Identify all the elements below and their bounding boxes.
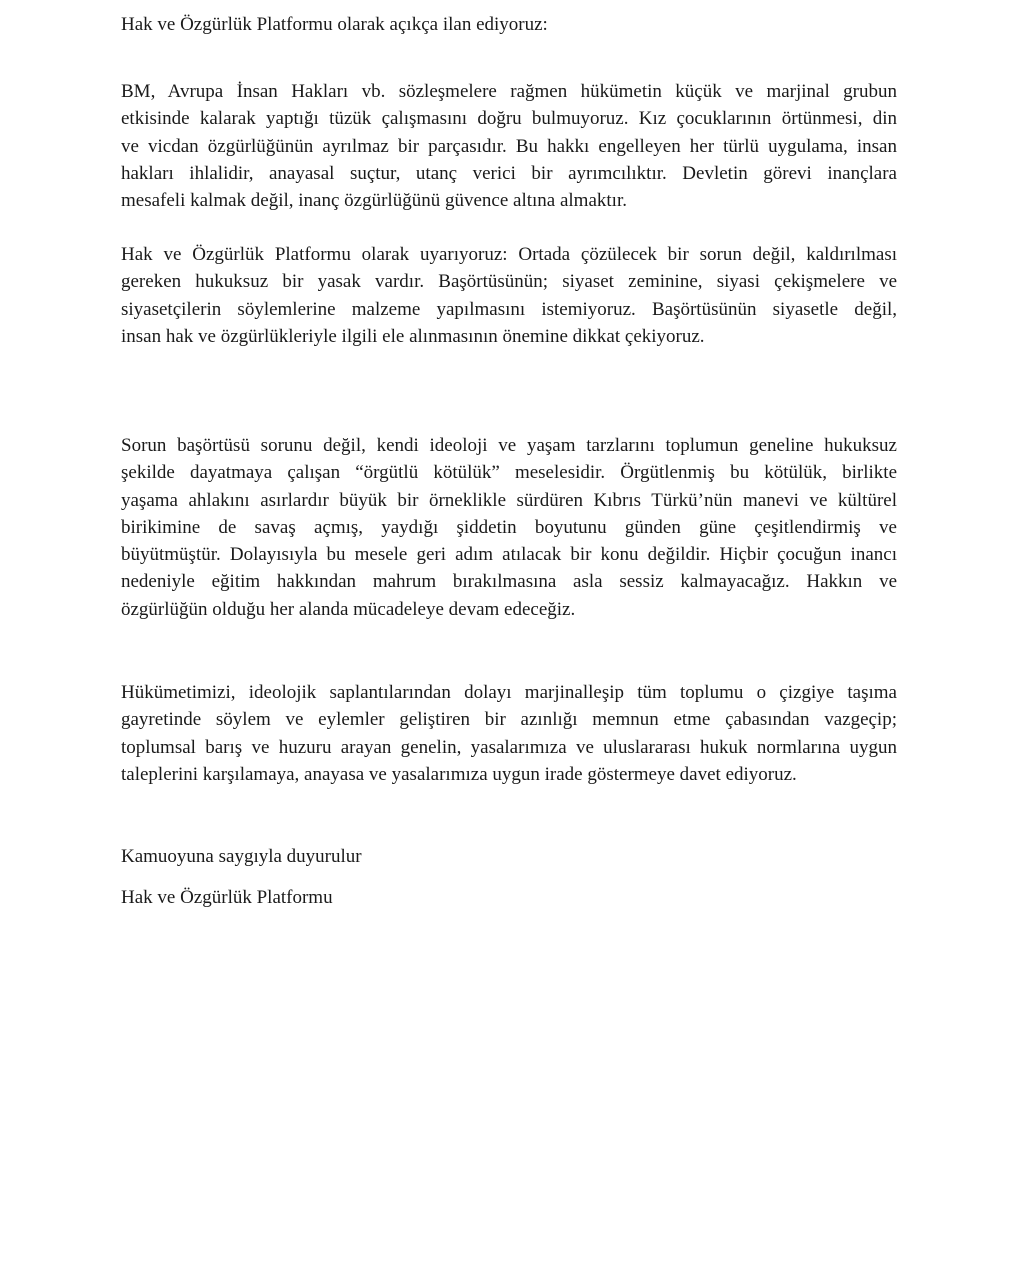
paragraph-line: Hükümetimizi, ideolojik saplantılarından dolayı marjinalleşip tüm toplumu o çizgiye taşıma xyxy=(121,682,897,703)
paragraph-line: özgürlüğün olduğu her alanda mücadeleye devam edeceğiz. xyxy=(121,598,576,620)
intro-line: Hak ve Özgürlük Platformu olarak açıkça ilan ediyoruz: xyxy=(121,14,548,35)
paragraph-line: Hak ve Özgürlük Platformu olarak uyarıyoruz: Ortada çözülecek bir sorun değil, kaldırılması xyxy=(121,244,897,265)
paragraph-line: etkisinde kalarak yaptığı tüzük çalışmasını doğru bulmuyoruz. Kız çocuklarının örtünmesi, din xyxy=(121,108,897,130)
paragraph-line: toplumsal barış ve huzuru arayan genelin, yasalarımıza ve uluslararası hukuk normlarına uygun xyxy=(121,736,897,758)
paragraph-line: siyasetçilerin söylemlerine malzeme yapılmasını istemiyoruz. Başörtüsünün siyasetle değil, xyxy=(121,298,897,320)
paragraph-line: taleplerini karşılamaya, anayasa ve yasalarımıza uygun irade göstermeye davet ediyoruz. xyxy=(121,763,797,785)
paragraph-line: büyütmüştür. Dolayısıyla bu mesele geri adım atılacak bir konu değildir. Hiçbir çocuğun inancı xyxy=(121,544,897,566)
paragraph-conventions xyxy=(121,78,897,214)
paragraph-organized-evil xyxy=(121,432,897,623)
paragraph-line: ve vicdan özgürlüğünün ayrılmaz bir parçasıdır. Bu hakkı engelleyen her türlü uygulama, insan xyxy=(121,135,897,157)
paragraph-line: birikimine de savaş açmış, yaydığı şiddetin boyutunu günden güne çeşitlendirmiş ve xyxy=(121,516,897,538)
paragraph-line: hakları ihlalidir, anayasal suçtur, utanç verici bir ayrımcılıktır. Devletin görevi inançlara xyxy=(121,162,897,184)
paragraph-line: Sorun başörtüsü sorunu değil, kendi ideoloji ve yaşam tarzlarını toplumun geneline hukuksuz xyxy=(121,435,897,456)
paragraph-line: BM, Avrupa İnsan Hakları vb. sözleşmelere rağmen hükümetin küçük ve marjinal grubun xyxy=(121,81,897,102)
paragraph-invitation xyxy=(121,679,897,788)
paragraph-line: yaşama ahlakını asırlardır büyük bir örneklikle sürdüren Kıbrıs Türkü’nün manevi ve kültürel xyxy=(121,489,897,511)
paragraph-line: gayretinde söylem ve eylemler geliştiren bir azınlığı memnun etme çabasından vazgeçip; xyxy=(121,709,897,731)
paragraph-line: mesafeli kalmak değil, inanç özgürlüğünü güvence altına almaktır. xyxy=(121,190,627,212)
paragraph-line: insan hak ve özgürlükleriyle ilgili ele alınmasının önemine dikkat çekiyoruz. xyxy=(121,325,705,347)
signature: Hak ve Özgürlük Platformu xyxy=(121,887,333,908)
paragraph-line: nedeniyle eğitim hakkından mahrum bırakılmasına asla sessiz kalmayacağız. Hakkın ve xyxy=(121,571,897,593)
paragraph-warning xyxy=(121,241,897,350)
paragraph-line: gereken hukuksuz bir yasak vardır. Başörtüsünün; siyaset zeminine, siyasi çekişmelere ve xyxy=(121,271,897,293)
paragraph-line: şekilde dayatmaya çalışan “örgütlü kötülük” meselesidir. Örgütlenmiş bu kötülük, birlikte xyxy=(121,462,897,484)
closing-line: Kamuoyuna saygıyla duyurulur xyxy=(121,846,362,867)
